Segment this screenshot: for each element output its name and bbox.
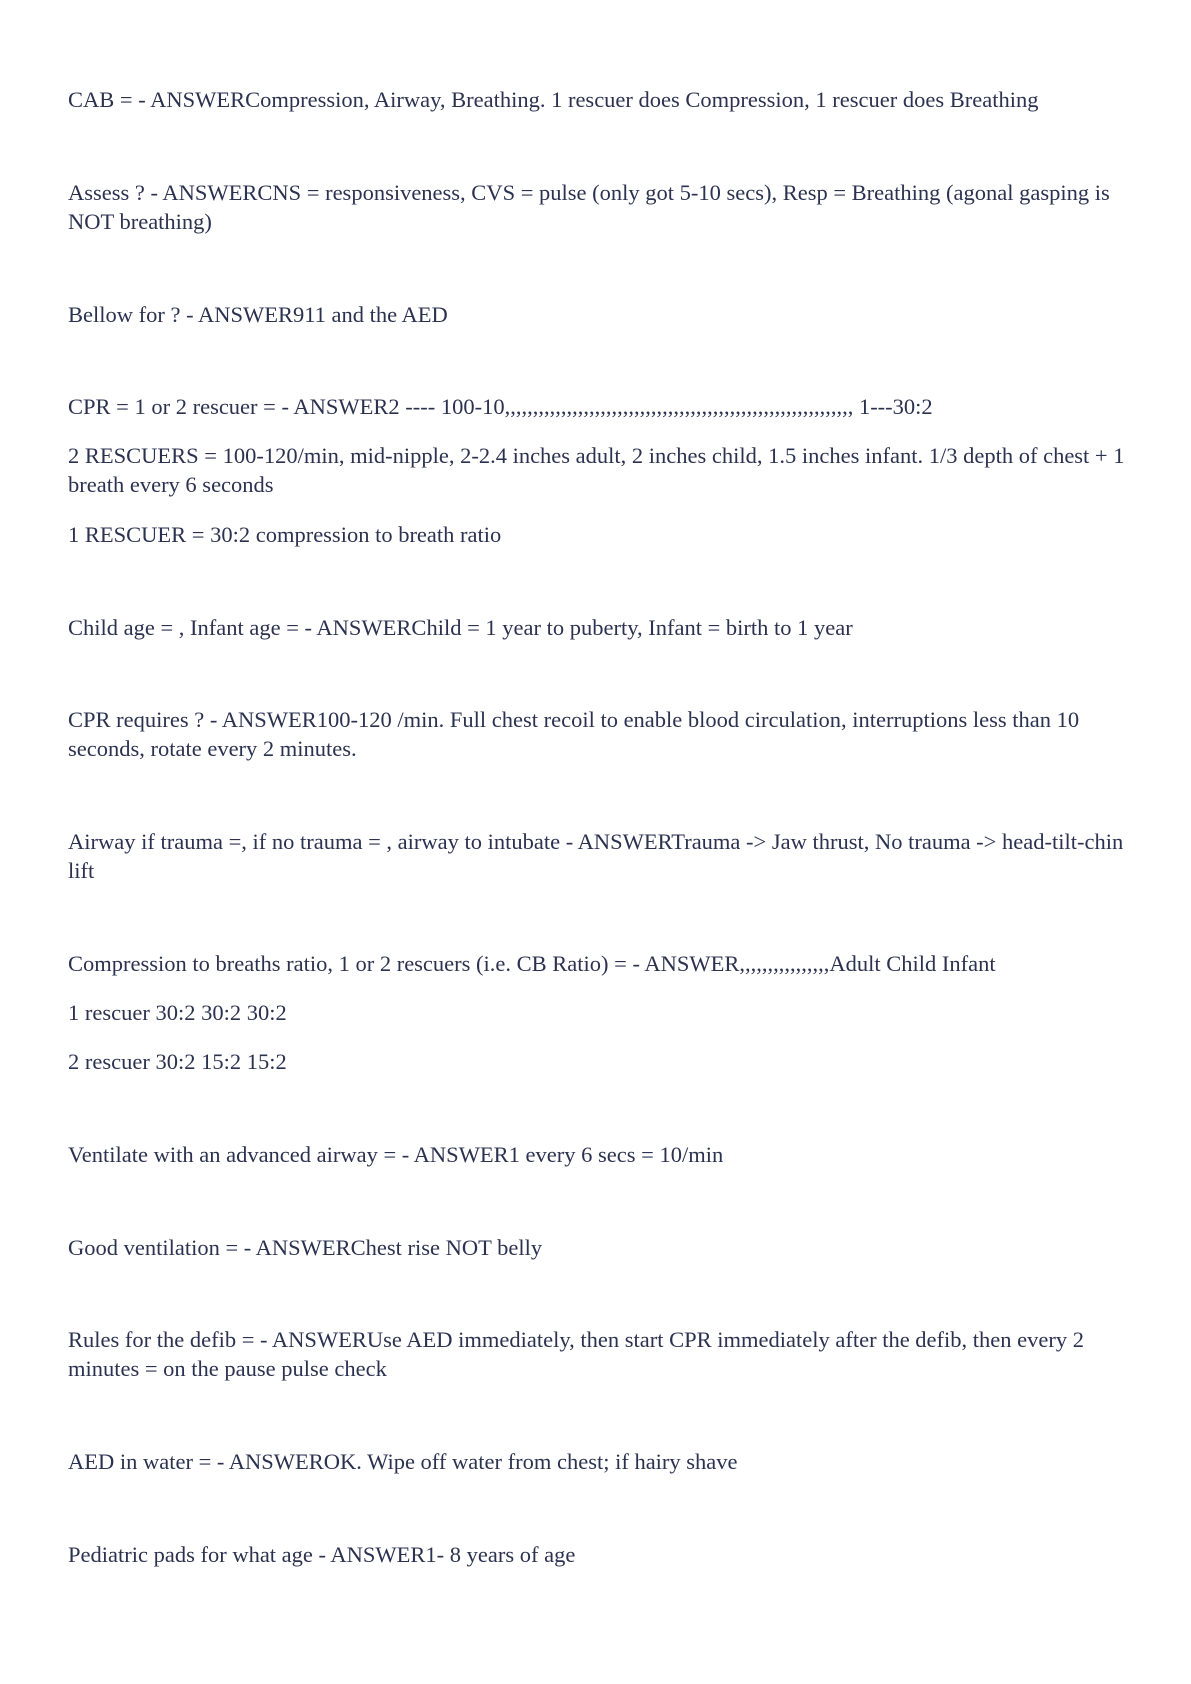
qa-aed-water: AED in water = - ANSWEROK. Wipe off water from chest; if hairy shave bbox=[68, 1449, 738, 1474]
qa-ventilate: Ventilate with an advanced airway = - ANSWER1 every 6 secs = 10/min bbox=[68, 1142, 724, 1167]
qa-child-infant-age: Child age = , Infant age = - ANSWERChild = 1 year to puberty, Infant = birth to 1 year bbox=[68, 615, 853, 640]
qa-two-rescuers: 2 RESCUERS = 100-120/min, mid-nipple, 2-2.4 inches adult, 2 inches child, 1.5 inches infant. 1/3 depth of chest + 1 breath every 6 seconds bbox=[68, 443, 1125, 497]
qa-cab: CAB = - ANSWERCompression, Airway, Breathing. 1 rescuer does Compression, 1 rescuer does Breathing bbox=[68, 87, 1039, 112]
qa-assess: Assess ? - ANSWERCNS = responsiveness, CVS = pulse (only got 5-10 secs), Resp = Breathing (agonal gasping is NOT breathing) bbox=[68, 180, 1110, 234]
qa-cb-ratio-one-rescuer: 1 rescuer 30:2 30:2 30:2 bbox=[68, 1000, 287, 1025]
qa-pediatric-pads: Pediatric pads for what age - ANSWER1- 8 years of age bbox=[68, 1542, 576, 1567]
qa-defib-rules: Rules for the defib = - ANSWERUse AED immediately, then start CPR immediately after the defib, then every 2 minutes = on the pause pulse check bbox=[68, 1327, 1084, 1381]
qa-good-ventilation: Good ventilation = - ANSWERChest rise NOT belly bbox=[68, 1235, 543, 1260]
qa-cb-ratio: Compression to breaths ratio, 1 or 2 rescuers (i.e. CB Ratio) = - ANSWER,,,,,,,,,,,,,,,,Adult Child Infant bbox=[68, 951, 996, 976]
qa-bellow: Bellow for ? - ANSWER911 and the AED bbox=[68, 302, 448, 327]
qa-cpr-requires: CPR requires ? - ANSWER100-120 /min. Full chest recoil to enable blood circulation, interruptions less than 10 seconds, rotate every 2 minutes. bbox=[68, 707, 1080, 761]
qa-cpr-rescuer: CPR = 1 or 2 rescuer = - ANSWER2 ---- 100-10,,,,,,,,,,,,,,,,,,,,,,,,,,,,,,,,,,,,,,,,,,,,,,,,,,,,,,,,,,,,,, 1---30:2 bbox=[68, 394, 933, 419]
qa-cb-ratio-two-rescuer: 2 rescuer 30:2 15:2 15:2 bbox=[68, 1049, 287, 1074]
qa-one-rescuer: 1 RESCUER = 30:2 compression to breath ratio bbox=[68, 522, 502, 547]
qa-airway: Airway if trauma =, if no trauma = , airway to intubate - ANSWERTrauma -> Jaw thrust, No trauma -> head-tilt-chin lift bbox=[68, 829, 1124, 883]
